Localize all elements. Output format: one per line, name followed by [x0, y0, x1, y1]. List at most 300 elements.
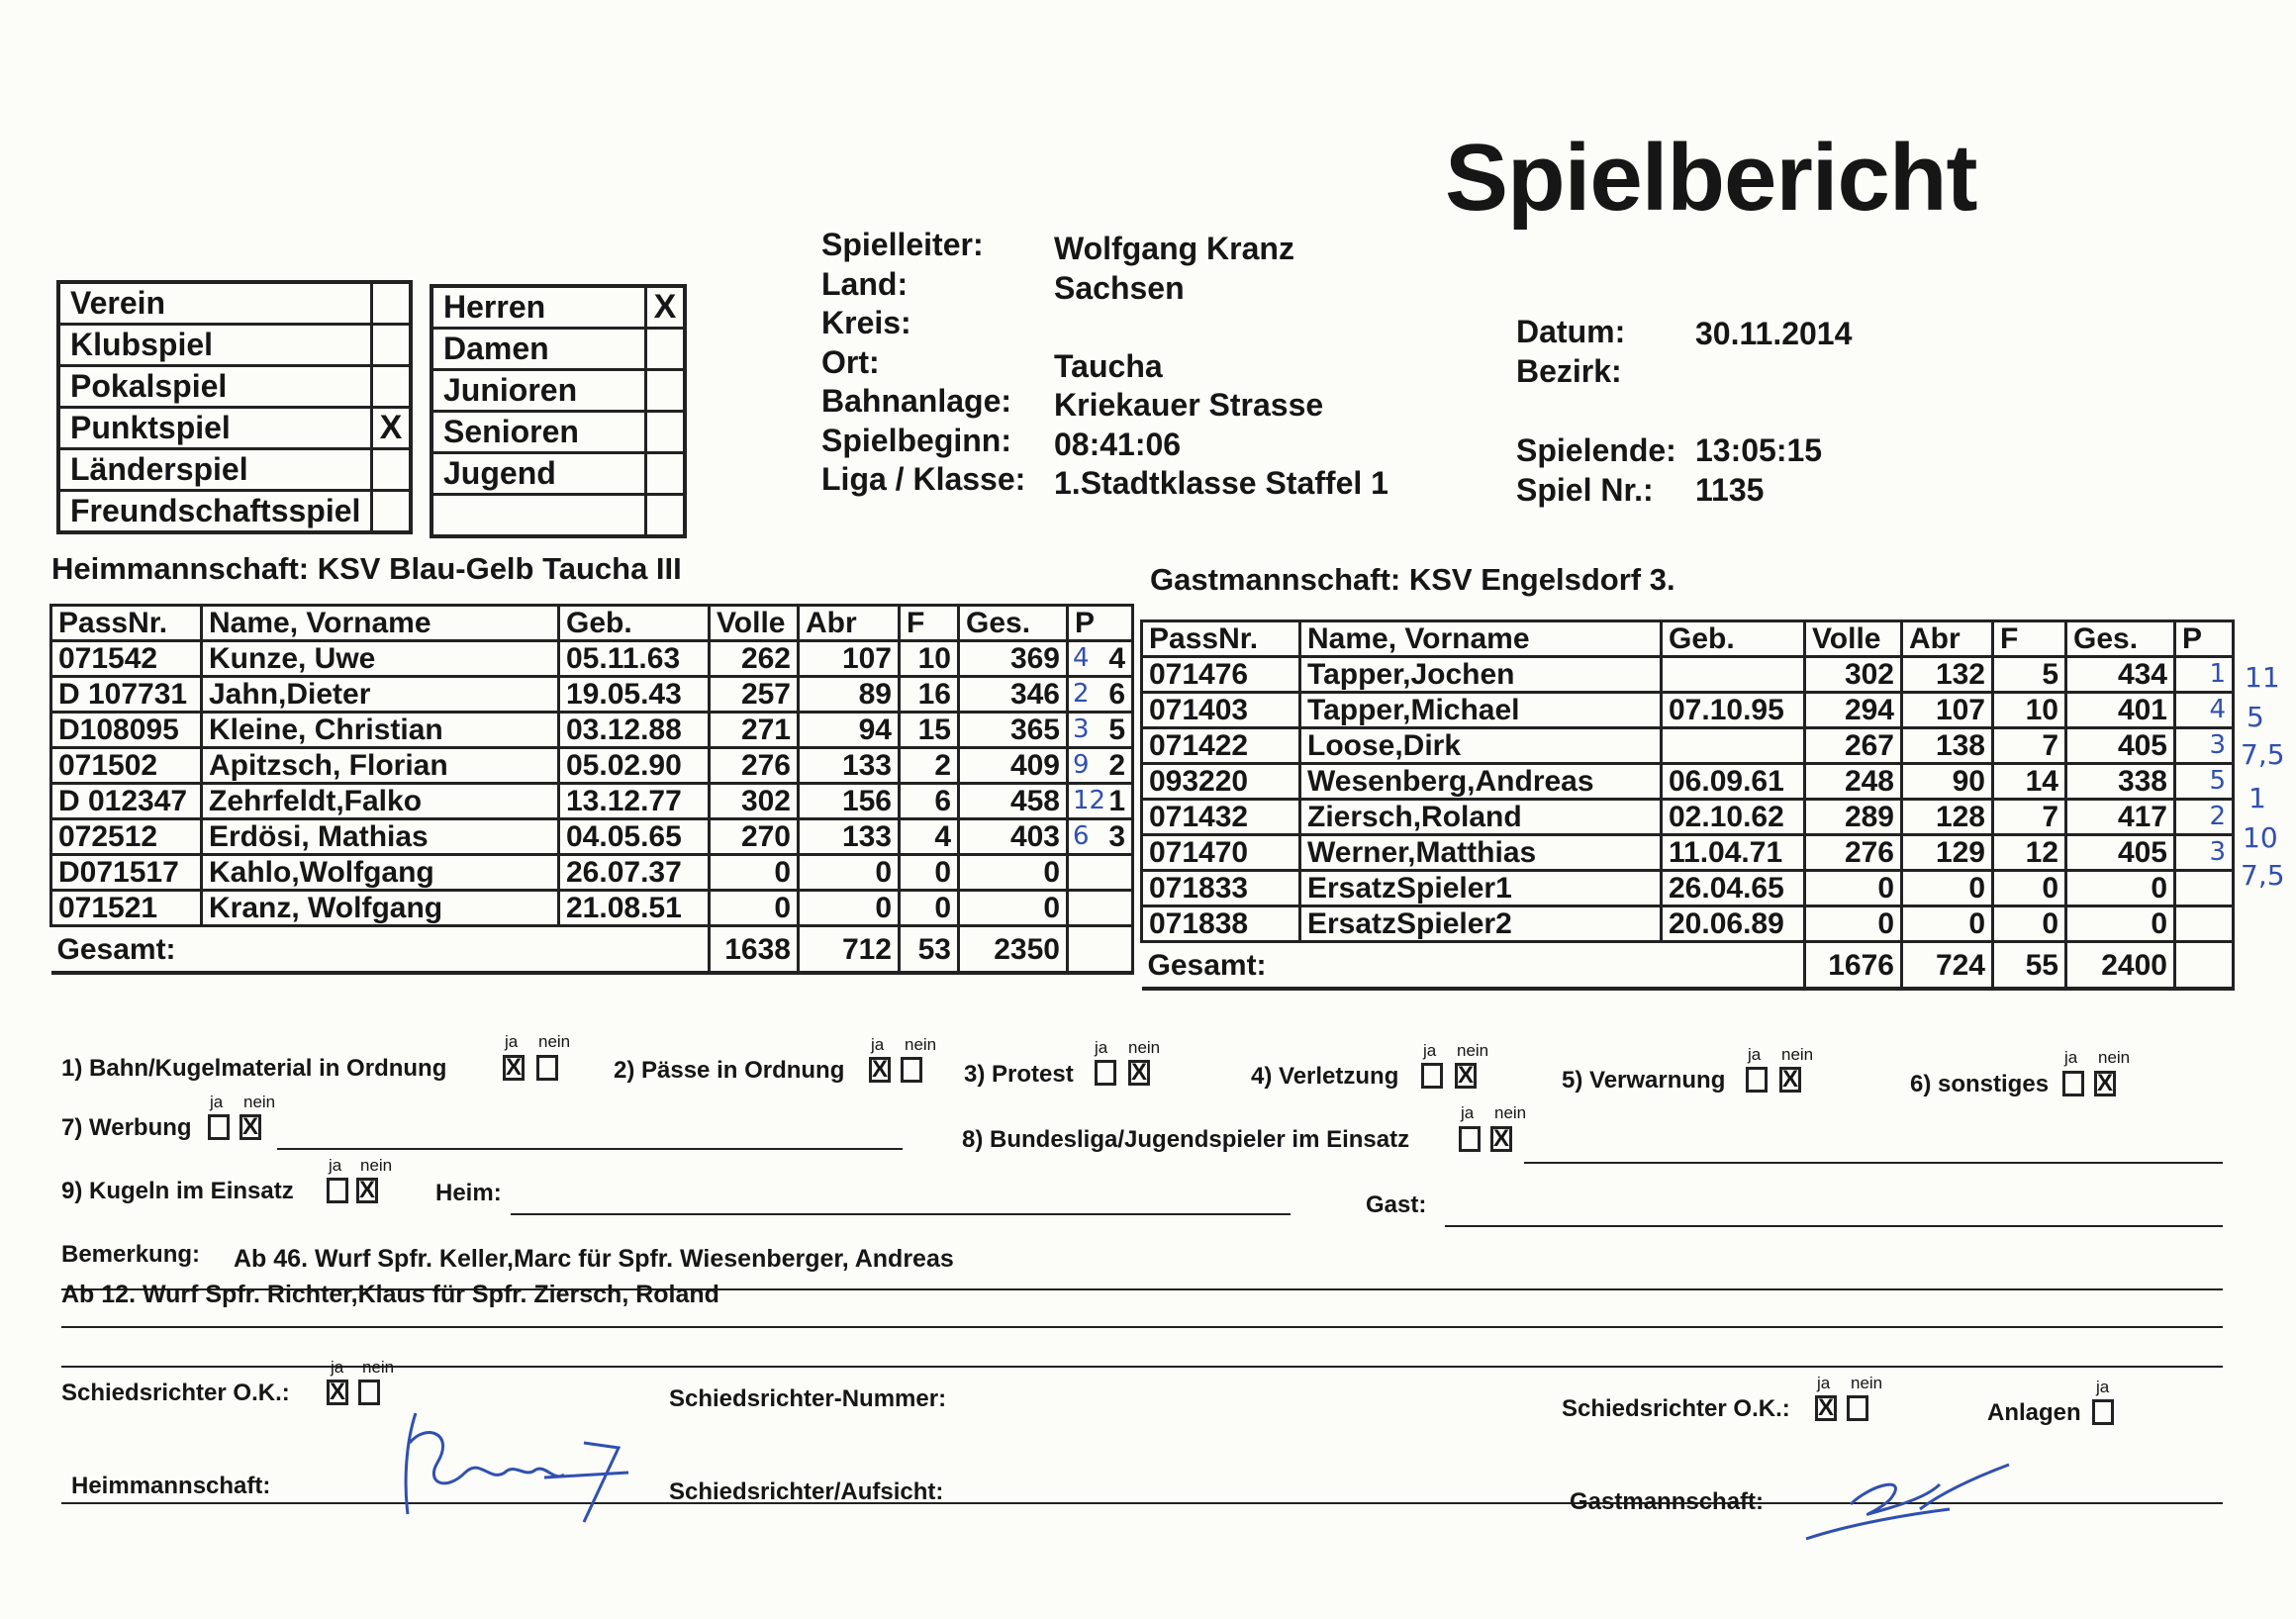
- abr-value: 133: [799, 748, 900, 784]
- category-box: [430, 284, 687, 538]
- ges-value: 405: [2066, 728, 2175, 764]
- game-type-mark[interactable]: [370, 284, 409, 323]
- birth-date: 07.10.95: [1662, 693, 1805, 728]
- kreis-label: Kreis:: [821, 305, 911, 340]
- category-mark[interactable]: [644, 454, 683, 493]
- pass-number: 071838: [1142, 906, 1300, 942]
- guest-signature: [1791, 1455, 2029, 1544]
- ja-label: ja: [1461, 1103, 1475, 1122]
- sr-ok-guest-nein-checkbox[interactable]: [1847, 1395, 1868, 1421]
- ges-value: 346: [959, 677, 1068, 713]
- table-header-row: [51, 606, 1133, 641]
- game-type-mark[interactable]: [370, 326, 409, 364]
- birth-date: 03.12.88: [559, 713, 710, 748]
- player-name: Wesenberg,Andreas: [1300, 764, 1662, 800]
- category-label: [433, 496, 644, 534]
- game-type-label: Freundschaftsspiel: [70, 493, 361, 528]
- col-header: P: [1068, 606, 1133, 641]
- spielleiter-value: Wolfgang Kranz: [1054, 231, 1294, 266]
- game-type-row[interactable]: [60, 492, 409, 530]
- total-abr: 712: [799, 926, 900, 974]
- table-row: [51, 748, 1133, 784]
- pass-number: 072512: [51, 819, 202, 855]
- q6-nein-checkbox[interactable]: X: [2094, 1071, 2116, 1096]
- ja-label: ja: [1423, 1041, 1437, 1060]
- nein-label: nein: [538, 1032, 571, 1051]
- ja-label: ja: [331, 1358, 344, 1377]
- player-name: ErsatzSpieler1: [1300, 871, 1662, 906]
- volle-value: 270: [710, 819, 799, 855]
- player-name: Kleine, Christian: [202, 713, 559, 748]
- remark-line-2: Ab 12. Wurf Spfr. Richter,Klaus für Spfr. Ziersch, Roland: [61, 1281, 719, 1308]
- player-name: Ziersch,Roland: [1300, 800, 1662, 835]
- game-type-mark[interactable]: [370, 492, 409, 530]
- total-volle: 1676: [1805, 942, 1902, 990]
- abr-value: 132: [1902, 657, 1993, 693]
- total-row: [51, 926, 1133, 974]
- pass-number: D 107731: [51, 677, 202, 713]
- spielnr-value: 1135: [1695, 472, 1765, 508]
- ges-value: 0: [959, 855, 1068, 891]
- nein-label: nein: [1494, 1103, 1527, 1122]
- player-name: Tapper,Jochen: [1300, 657, 1662, 693]
- ges-value: 405: [2066, 835, 2175, 871]
- handwritten-points: 9: [1073, 750, 1090, 780]
- category-label: Junioren: [443, 372, 578, 408]
- volle-value: 0: [710, 891, 799, 926]
- nein-label: nein: [1457, 1041, 1489, 1060]
- birth-date: 20.06.89: [1662, 906, 1805, 942]
- gast-label: Gast:: [1366, 1191, 1427, 1218]
- category-row[interactable]: [433, 413, 683, 454]
- anlagen-label: Anlagen: [1987, 1399, 2081, 1426]
- birth-date: 26.04.65: [1662, 871, 1805, 906]
- ges-value: 369: [959, 641, 1068, 677]
- player-name: Loose,Dirk: [1300, 728, 1662, 764]
- category-label: Damen: [443, 331, 549, 366]
- sr-ok-guest-ja-checkbox[interactable]: X: [1815, 1395, 1837, 1421]
- f-value: 14: [1993, 764, 2066, 800]
- game-type-row[interactable]: [60, 326, 409, 367]
- q4-label: 4) Verletzung: [1251, 1063, 1399, 1090]
- abr-value: 0: [799, 855, 900, 891]
- ja-label: ja: [505, 1032, 519, 1051]
- f-value: 0: [900, 855, 959, 891]
- aufsicht-label: Schiedsrichter/Aufsicht:: [669, 1478, 944, 1505]
- total-ges: 2400: [2066, 942, 2175, 990]
- birth-date: [1662, 657, 1805, 693]
- category-mark[interactable]: X: [644, 288, 683, 327]
- land-value: Sachsen: [1054, 269, 1185, 306]
- p-value: 5: [2175, 764, 2234, 800]
- game-type-mark[interactable]: [370, 367, 409, 406]
- q1-label: 1) Bahn/Kugelmaterial in Ordnung: [61, 1055, 447, 1082]
- table-row: [51, 784, 1133, 819]
- bahnanlage-label: Bahnanlage:: [821, 383, 1012, 419]
- ges-value: 0: [959, 891, 1068, 926]
- home-team-label: Heimmannschaft: KSV Blau-Gelb Taucha III: [51, 551, 682, 586]
- total-f: 55: [1993, 942, 2066, 990]
- col-header: F: [900, 606, 959, 641]
- p-value: 2: [2175, 800, 2234, 835]
- col-header: PassNr.: [51, 606, 202, 641]
- table-row: [51, 677, 1133, 713]
- handwritten-tick: 10: [2243, 821, 2278, 854]
- f-value: 16: [900, 677, 959, 713]
- table-row: [1142, 764, 2234, 800]
- p-value: 4: [2175, 693, 2234, 728]
- player-name: Werner,Matthias: [1300, 835, 1662, 871]
- liga-value: 1.Stadtklasse Staffel 1: [1054, 465, 1388, 501]
- f-value: 0: [1993, 906, 2066, 942]
- player-name: Erdösi, Mathias: [202, 819, 559, 855]
- abr-value: 89: [799, 677, 900, 713]
- f-value: 12: [1993, 835, 2066, 871]
- game-type-mark[interactable]: [370, 450, 409, 489]
- category-row[interactable]: [433, 288, 683, 330]
- pass-number: D071517: [51, 855, 202, 891]
- table-row: [51, 855, 1133, 891]
- pass-number: 071476: [1142, 657, 1300, 693]
- ja-label: ja: [1748, 1045, 1762, 1064]
- game-type-label: Länderspiel: [70, 451, 248, 487]
- ges-value: 0: [2066, 906, 2175, 942]
- nein-label: nein: [362, 1358, 395, 1377]
- ja-label: ja: [1817, 1374, 1831, 1392]
- ort-value: Taucha: [1054, 347, 1163, 384]
- category-mark[interactable]: [644, 496, 683, 534]
- q8-label: 8) Bundesliga/Jugendspieler im Einsatz: [962, 1126, 1410, 1153]
- table-row: [1142, 693, 2234, 728]
- kreis-value: [1054, 308, 1388, 347]
- q7-label: 7) Werbung: [61, 1114, 192, 1141]
- nein-label: nein: [1851, 1374, 1883, 1392]
- bahnanlage-value: Kriekauer Strasse: [1054, 387, 1324, 423]
- datum-label: Datum:: [1516, 314, 1626, 349]
- abr-value: 90: [1902, 764, 1993, 800]
- category-mark[interactable]: [644, 371, 683, 410]
- p-cell: [1068, 748, 1133, 784]
- ort-label: Ort:: [821, 343, 880, 380]
- land-label: Land:: [821, 265, 909, 302]
- spielende-value: 13:05:15: [1695, 432, 1823, 468]
- player-name: Kunze, Uwe: [202, 641, 559, 677]
- sr-ok-home-ja-checkbox[interactable]: X: [327, 1380, 348, 1405]
- category-row[interactable]: [433, 496, 683, 534]
- p-cell: [1068, 784, 1133, 819]
- birth-date: 04.05.65: [559, 819, 710, 855]
- ja-label: ja: [871, 1035, 885, 1054]
- volle-value: 0: [1805, 871, 1902, 906]
- f-value: 7: [1993, 728, 2066, 764]
- handwritten-tick: 1: [2248, 782, 2266, 814]
- volle-value: 271: [710, 713, 799, 748]
- q4-ja-checkbox[interactable]: [1421, 1063, 1443, 1089]
- datum-value: 30.11.2014: [1695, 316, 1853, 351]
- volle-value: 0: [1805, 906, 1902, 942]
- abr-value: 107: [799, 641, 900, 677]
- game-type-label: Pokalspiel: [70, 368, 228, 404]
- birth-date: 05.11.63: [559, 641, 710, 677]
- f-value: 10: [900, 641, 959, 677]
- q2-ja-checkbox[interactable]: X: [869, 1057, 891, 1083]
- q9-nein-checkbox[interactable]: X: [356, 1178, 378, 1203]
- q2-nein-checkbox[interactable]: [901, 1057, 922, 1083]
- q5-label: 5) Verwarnung: [1562, 1067, 1726, 1094]
- handwritten-tick: 7,5: [2241, 859, 2285, 892]
- volle-value: 289: [1805, 800, 1902, 835]
- q8-answer-line[interactable]: [1524, 1162, 2223, 1164]
- volle-value: 257: [710, 677, 799, 713]
- volle-value: 0: [710, 855, 799, 891]
- q7-nein-checkbox[interactable]: X: [239, 1114, 261, 1140]
- q6-ja-checkbox[interactable]: [2062, 1071, 2084, 1096]
- total-abr: 724: [1902, 942, 1993, 990]
- abr-value: 0: [1902, 906, 1993, 942]
- sr-ok-home-nein-checkbox[interactable]: [358, 1380, 380, 1405]
- table-row: [1142, 906, 2234, 942]
- birth-date: 05.02.90: [559, 748, 710, 784]
- pass-number: 071542: [51, 641, 202, 677]
- table-row: [1142, 871, 2234, 906]
- pass-number: 071833: [1142, 871, 1300, 906]
- q7-ja-checkbox[interactable]: [208, 1114, 230, 1140]
- volle-value: 267: [1805, 728, 1902, 764]
- total-p: [1068, 926, 1133, 974]
- nein-label: nein: [1128, 1038, 1161, 1057]
- guest-team-label: Gastmannschaft: KSV Engelsdorf 3.: [1150, 562, 1675, 597]
- handwritten-tick: 7,5: [2241, 738, 2285, 771]
- total-label: Gesamt:: [51, 926, 710, 974]
- remarks-line[interactable]: [61, 1326, 2223, 1328]
- total-f: 53: [900, 926, 959, 974]
- handwritten-tick: 5: [2247, 701, 2264, 733]
- f-value: 7: [1993, 800, 2066, 835]
- abr-value: 107: [1902, 693, 1993, 728]
- q1-ja-checkbox[interactable]: X: [503, 1055, 525, 1081]
- spielbeginn-label: Spielbeginn:: [821, 422, 1011, 458]
- q6-label: 6) sonstiges: [1910, 1071, 2050, 1097]
- volle-value: 248: [1805, 764, 1902, 800]
- gast-line[interactable]: [1445, 1225, 2223, 1227]
- abr-value: 156: [799, 784, 900, 819]
- col-header: Geb.: [559, 606, 710, 641]
- handwritten-points: 12: [1073, 786, 1106, 815]
- gastmannschaft-label: Gastmannschaft:: [1570, 1488, 1765, 1515]
- birth-date: 19.05.43: [559, 677, 710, 713]
- volle-value: 276: [710, 748, 799, 784]
- category-row[interactable]: [433, 371, 683, 413]
- game-type-label: Klubspiel: [70, 327, 214, 362]
- p-value: 5: [1108, 714, 1125, 746]
- player-name: Kahlo,Wolfgang: [202, 855, 559, 891]
- game-type-label: Punktspiel: [70, 410, 231, 445]
- category-row[interactable]: [433, 330, 683, 371]
- birth-date: 02.10.62: [1662, 800, 1805, 835]
- abr-value: 133: [799, 819, 900, 855]
- col-header: Geb.: [1662, 621, 1805, 657]
- category-label: Senioren: [443, 414, 579, 449]
- ges-value: 403: [959, 819, 1068, 855]
- col-header: Abr: [1902, 621, 1993, 657]
- pass-number: 093220: [1142, 764, 1300, 800]
- birth-date: 21.08.51: [559, 891, 710, 926]
- nein-label: nein: [1781, 1045, 1814, 1064]
- q5-nein-checkbox[interactable]: X: [1779, 1067, 1801, 1093]
- game-type-row[interactable]: [60, 409, 409, 450]
- q7-answer-line[interactable]: [277, 1148, 903, 1150]
- sr-ok-guest-label: Schiedsrichter O.K.:: [1562, 1395, 1790, 1422]
- handwritten-points: 3: [1073, 714, 1090, 744]
- category-row[interactable]: [433, 454, 683, 496]
- p-value: 4: [1108, 642, 1125, 675]
- category-label: Jugend: [443, 455, 556, 491]
- abr-value: 0: [1902, 871, 1993, 906]
- ges-value: 434: [2066, 657, 2175, 693]
- page-title: Spielbericht: [1445, 125, 1977, 231]
- f-value: 15: [900, 713, 959, 748]
- birth-date: 06.09.61: [1662, 764, 1805, 800]
- home-team-table: [49, 604, 1134, 975]
- birth-date: 13.12.77: [559, 784, 710, 819]
- abr-value: 128: [1902, 800, 1993, 835]
- p-cell: [1068, 641, 1133, 677]
- handwritten-points: 4: [1073, 643, 1090, 673]
- table-row: [1142, 835, 2234, 871]
- game-type-row[interactable]: [60, 284, 409, 326]
- volle-value: 302: [710, 784, 799, 819]
- anlagen-checkbox[interactable]: [2092, 1399, 2114, 1425]
- heimmannschaft-label: Heimmannschaft:: [71, 1473, 271, 1499]
- p-cell: [1068, 855, 1133, 891]
- remarks-label: Bemerkung:: [61, 1241, 201, 1268]
- player-name: Zehrfeldt,Falko: [202, 784, 559, 819]
- info-labels-left: [821, 226, 1025, 500]
- ja-label: ja: [1095, 1038, 1108, 1057]
- p-value: 1: [2175, 657, 2234, 693]
- total-row: [1142, 942, 2234, 990]
- player-name: Kranz, Wolfgang: [202, 891, 559, 926]
- col-header: P: [2175, 621, 2234, 657]
- total-label: Gesamt:: [1142, 942, 1805, 990]
- q3-nein-checkbox[interactable]: X: [1128, 1060, 1150, 1086]
- spielnr-label: Spiel Nr.:: [1516, 472, 1654, 508]
- game-type-mark[interactable]: X: [370, 409, 409, 447]
- game-type-box: [56, 280, 413, 534]
- home-signature: [396, 1403, 633, 1532]
- table-row: [1142, 728, 2234, 764]
- p-value: 6: [1108, 678, 1125, 711]
- table-header-row: [1142, 621, 2234, 657]
- player-name: Jahn,Dieter: [202, 677, 559, 713]
- q9-ja-checkbox[interactable]: [327, 1178, 348, 1203]
- total-volle: 1638: [710, 926, 799, 974]
- ges-value: 338: [2066, 764, 2175, 800]
- abr-value: 0: [799, 891, 900, 926]
- remark-line-1: Ab 46. Wurf Spfr. Keller,Marc für Spfr. Wiesenberger, Andreas: [234, 1245, 954, 1273]
- spielbeginn-value: 08:41:06: [1054, 426, 1182, 462]
- bezirk-label: Bezirk:: [1516, 353, 1622, 389]
- col-header: Ges.: [2066, 621, 2175, 657]
- nein-label: nein: [243, 1093, 276, 1111]
- p-cell: [1068, 891, 1133, 926]
- game-type-label: Verein: [70, 285, 166, 321]
- birth-date: 11.04.71: [1662, 835, 1805, 871]
- abr-value: 138: [1902, 728, 1993, 764]
- game-type-row[interactable]: [60, 367, 409, 409]
- q8-nein-checkbox[interactable]: X: [1490, 1126, 1512, 1152]
- p-value: 3: [1108, 820, 1125, 853]
- ges-value: 0: [2066, 871, 2175, 906]
- guest-team-table: [1140, 619, 2235, 991]
- heim-label: Heim:: [435, 1180, 502, 1206]
- ges-value: 417: [2066, 800, 2175, 835]
- table-row: [1142, 800, 2234, 835]
- q4-nein-checkbox[interactable]: X: [1455, 1063, 1477, 1089]
- category-mark[interactable]: [644, 330, 683, 368]
- pass-number: 071403: [1142, 693, 1300, 728]
- q3-ja-checkbox[interactable]: [1095, 1060, 1116, 1086]
- abr-value: 129: [1902, 835, 1993, 871]
- f-value: 2: [900, 748, 959, 784]
- total-ges: 2350: [959, 926, 1068, 974]
- pass-number: 071432: [1142, 800, 1300, 835]
- volle-value: 302: [1805, 657, 1902, 693]
- f-value: 6: [900, 784, 959, 819]
- nein-label: nein: [360, 1156, 393, 1175]
- category-label: Herren: [443, 289, 546, 325]
- pass-number: 071521: [51, 891, 202, 926]
- pass-number: D108095: [51, 713, 202, 748]
- q3-label: 3) Protest: [964, 1061, 1074, 1088]
- player-name: Tapper,Michael: [1300, 693, 1662, 728]
- q2-label: 2) Pässe in Ordnung: [614, 1057, 845, 1084]
- q1-nein-checkbox[interactable]: [536, 1055, 558, 1081]
- f-value: 4: [900, 819, 959, 855]
- f-value: 0: [1993, 871, 2066, 906]
- ja-label: ja: [210, 1093, 224, 1111]
- pass-number: D 012347: [51, 784, 202, 819]
- pass-number: 071470: [1142, 835, 1300, 871]
- col-header: Name, Vorname: [202, 606, 559, 641]
- sr-ok-home-label: Schiedsrichter O.K.:: [61, 1380, 290, 1406]
- sr-nummer-label: Schiedsrichter-Nummer:: [669, 1385, 947, 1412]
- p-cell: [1068, 819, 1133, 855]
- col-header: F: [1993, 621, 2066, 657]
- q5-ja-checkbox[interactable]: [1746, 1067, 1768, 1093]
- table-row: [51, 819, 1133, 855]
- ges-value: 365: [959, 713, 1068, 748]
- category-mark[interactable]: [644, 413, 683, 451]
- table-row: [51, 641, 1133, 677]
- col-header: Volle: [710, 606, 799, 641]
- volle-value: 262: [710, 641, 799, 677]
- handwritten-tick: 11: [2245, 661, 2280, 694]
- p-value: 3: [2175, 728, 2234, 764]
- volle-value: 294: [1805, 693, 1902, 728]
- game-type-row[interactable]: [60, 450, 409, 492]
- pass-number: 071422: [1142, 728, 1300, 764]
- ges-value: 409: [959, 748, 1068, 784]
- f-value: 0: [900, 891, 959, 926]
- col-header: Ges.: [959, 606, 1068, 641]
- q8-ja-checkbox[interactable]: [1459, 1126, 1481, 1152]
- birth-date: 26.07.37: [559, 855, 710, 891]
- info-values-left: [1054, 230, 1388, 504]
- heim-line[interactable]: [511, 1213, 1291, 1215]
- col-header: Volle: [1805, 621, 1902, 657]
- volle-value: 276: [1805, 835, 1902, 871]
